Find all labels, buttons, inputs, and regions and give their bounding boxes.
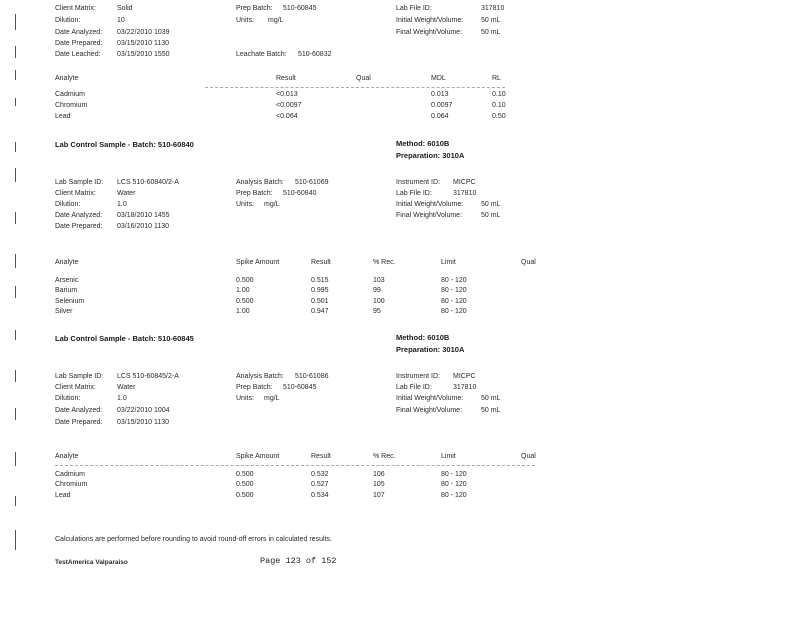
table-cell: 80 - 120 [441, 287, 467, 294]
info-value: 03/22/2010 1004 [117, 407, 170, 414]
top-right-value: 50 mL [481, 17, 501, 24]
column-header: Limit [441, 453, 456, 460]
table-cell: 1.00 [236, 287, 250, 294]
info-mid-value: 510-61069 [295, 179, 329, 186]
margin-mark [15, 408, 16, 420]
info-value: Water [117, 190, 136, 197]
table-cell: 0.534 [311, 492, 329, 499]
info-right-value: 317810 [453, 384, 477, 391]
info-right-value: 50 mL [481, 407, 501, 414]
table-cell: Lead [55, 113, 71, 120]
column-header: Spike Amount [236, 259, 280, 266]
margin-mark [15, 530, 16, 550]
info-label: Dilution: [55, 395, 81, 402]
table-cell: <0.013 [276, 91, 298, 98]
info-value: 1.0 [117, 201, 127, 208]
top-mid-label: Leachate Batch: [236, 51, 287, 58]
column-header: Analyte [55, 259, 79, 266]
table-cell: 100 [373, 298, 385, 305]
column-header: MDL [431, 75, 446, 82]
margin-mark [15, 98, 16, 106]
table-cell: 80 - 120 [441, 481, 467, 488]
info-label: Client Matrix: [55, 190, 96, 197]
info-label: Dilution: [55, 201, 81, 208]
table-cell: 80 - 120 [441, 277, 467, 284]
top-label: Date Prepared: [55, 40, 103, 47]
column-header: Spike Amount [236, 453, 280, 460]
table-cell: Arsenic [55, 277, 79, 284]
info-right-label: Initial Weight/Volume: [396, 395, 464, 402]
info-label: Date Analyzed: [55, 212, 103, 219]
top-value: 03/15/2010 1130 [117, 40, 170, 47]
column-header: Qual [521, 453, 536, 460]
margin-mark [15, 70, 16, 80]
info-label: Lab Sample ID: [55, 373, 104, 380]
table-cell: Silver [55, 308, 73, 315]
header-rule [55, 465, 535, 467]
top-right-label: Lab File ID: [396, 5, 432, 12]
info-right-label: Initial Weight/Volume: [396, 201, 464, 208]
margin-mark [15, 330, 16, 340]
info-value: LCS 510-60845/2-A [117, 373, 179, 380]
table-cell: 0.50 [492, 113, 506, 120]
info-right-label: Lab File ID: [396, 190, 432, 197]
info-right-value: 50 mL [481, 395, 501, 402]
margin-mark [15, 142, 16, 152]
info-mid-value: 510-60840 [283, 190, 317, 197]
top-label: Client Matrix: [55, 5, 96, 12]
column-header: Analyte [55, 453, 79, 460]
table-cell: 103 [373, 277, 385, 284]
table-cell: 0.995 [311, 287, 329, 294]
info-right-value: 317810 [453, 190, 477, 197]
method-label: Method: 6010B [396, 333, 450, 342]
company-name: TestAmerica Valparaiso [55, 559, 128, 566]
info-mid-label: Prep Batch: [236, 384, 273, 391]
info-mid-value: 510-60845 [283, 384, 317, 391]
info-label: Date Prepared: [55, 223, 103, 230]
info-value: 1.0 [117, 395, 127, 402]
table-cell: 0.10 [492, 91, 506, 98]
table-cell: 0.501 [311, 298, 329, 305]
column-header: RL [492, 75, 501, 82]
column-header: Qual [521, 259, 536, 266]
table-cell: 0.947 [311, 308, 329, 315]
info-right-value: MICPC [453, 179, 476, 186]
column-header: % Rec. [373, 259, 396, 266]
table-cell: 0.532 [311, 471, 329, 478]
info-right-label: Lab File ID: [396, 384, 432, 391]
table-cell: <0.0097 [276, 102, 302, 109]
table-cell: 0.10 [492, 102, 506, 109]
table-cell: 80 - 120 [441, 298, 467, 305]
top-label: Date Leached: [55, 51, 101, 58]
info-right-value: MICPC [453, 373, 476, 380]
table-cell: 0.500 [236, 277, 254, 284]
table-cell: 0.500 [236, 471, 254, 478]
table-cell: 0.515 [311, 277, 329, 284]
table-cell: 99 [373, 287, 381, 294]
top-right-value: 317810 [481, 5, 505, 12]
info-label: Date Analyzed: [55, 407, 103, 414]
table-cell: 80 - 120 [441, 471, 467, 478]
top-mid-label: Units: [236, 17, 254, 24]
table-cell: 1.00 [236, 308, 250, 315]
top-label: Dilution: [55, 17, 81, 24]
table-cell: 107 [373, 492, 385, 499]
margin-mark [15, 286, 16, 298]
page-number: Page 123 of 152 [260, 556, 337, 566]
margin-mark [15, 452, 16, 466]
footnote: Calculations are performed before rounding to avoid round-off errors in calculated results. [55, 536, 332, 543]
method-label: Method: 6010B [396, 139, 450, 148]
info-mid-label: Analysis Batch: [236, 373, 284, 380]
table-cell: 106 [373, 471, 385, 478]
table-cell: 95 [373, 308, 381, 315]
margin-mark [15, 370, 16, 382]
column-header: Result [311, 453, 331, 460]
table-cell: Selenium [55, 298, 85, 305]
table-cell: 80 - 120 [441, 492, 467, 499]
top-value: Solid [117, 5, 133, 12]
table-cell: Chromium [55, 481, 88, 488]
info-value: Water [117, 384, 136, 391]
top-value: 03/15/2010 1550 [117, 51, 170, 58]
table-cell: 0.0097 [431, 102, 453, 109]
header-rule [205, 87, 505, 89]
top-mid-label: Prep Batch: [236, 5, 273, 12]
info-value: 03/18/2010 1455 [117, 212, 170, 219]
margin-mark [15, 496, 16, 506]
table-cell: 0.527 [311, 481, 329, 488]
top-mid-value: 510-60845 [283, 5, 317, 12]
table-cell: Barium [55, 287, 78, 294]
column-header: Result [311, 259, 331, 266]
table-cell: Cadmium [55, 91, 85, 98]
section-title: Lab Control Sample - Batch: 510-60845 [55, 334, 194, 343]
info-mid-label: Prep Batch: [236, 190, 273, 197]
top-mid-value: mg/L [268, 17, 284, 24]
info-right-label: Instrument ID: [396, 179, 440, 186]
preparation-label: Preparation: 3010A [396, 151, 465, 160]
section-title: Lab Control Sample - Batch: 510-60840 [55, 140, 194, 149]
info-mid-label: Analysis Batch: [236, 179, 284, 186]
info-value: LCS 510-60840/2-A [117, 179, 179, 186]
top-value: 10 [117, 17, 125, 24]
top-right-value: 50 mL [481, 29, 501, 36]
table-cell: 0.500 [236, 481, 254, 488]
top-mid-value: 510-60832 [298, 51, 332, 58]
table-cell: <0.064 [276, 113, 298, 120]
table-cell: Cadmium [55, 471, 85, 478]
top-label: Date Analyzed: [55, 29, 103, 36]
column-header: Limit [441, 259, 456, 266]
preparation-label: Preparation: 3010A [396, 345, 465, 354]
info-label: Date Prepared: [55, 419, 103, 426]
column-header: Qual [356, 75, 371, 82]
column-header: % Rec. [373, 453, 396, 460]
info-mid-value: 510-61086 [295, 373, 329, 380]
table-cell: 0.500 [236, 298, 254, 305]
table-cell: 0.500 [236, 492, 254, 499]
info-value: 03/16/2010 1130 [117, 223, 170, 230]
info-right-label: Final Weight/Volume: [396, 212, 463, 219]
table-cell: 80 - 120 [441, 308, 467, 315]
info-right-label: Instrument ID: [396, 373, 440, 380]
top-right-label: Final Weight/Volume: [396, 29, 463, 36]
top-right-label: Initial Weight/Volume: [396, 17, 464, 24]
info-mid-label: Units: [236, 395, 254, 402]
info-right-value: 50 mL [481, 201, 501, 208]
column-header: Result [276, 75, 296, 82]
info-value: 03/15/2010 1130 [117, 419, 170, 426]
table-cell: 105 [373, 481, 385, 488]
margin-mark [15, 212, 16, 224]
info-mid-value: mg/L [264, 201, 280, 208]
info-right-value: 50 mL [481, 212, 501, 219]
info-label: Client Matrix: [55, 384, 96, 391]
margin-mark [15, 14, 16, 30]
margin-mark [15, 46, 16, 58]
table-cell: 0.064 [431, 113, 449, 120]
info-right-label: Final Weight/Volume: [396, 407, 463, 414]
table-cell: Lead [55, 492, 71, 499]
table-cell: 0.013 [431, 91, 449, 98]
margin-mark [15, 168, 16, 182]
top-value: 03/22/2010 1039 [117, 29, 170, 36]
info-mid-value: mg/L [264, 395, 280, 402]
info-mid-label: Units: [236, 201, 254, 208]
column-header: Analyte [55, 75, 79, 82]
table-cell: Chromium [55, 102, 88, 109]
margin-mark [15, 254, 16, 268]
info-label: Lab Sample ID: [55, 179, 104, 186]
